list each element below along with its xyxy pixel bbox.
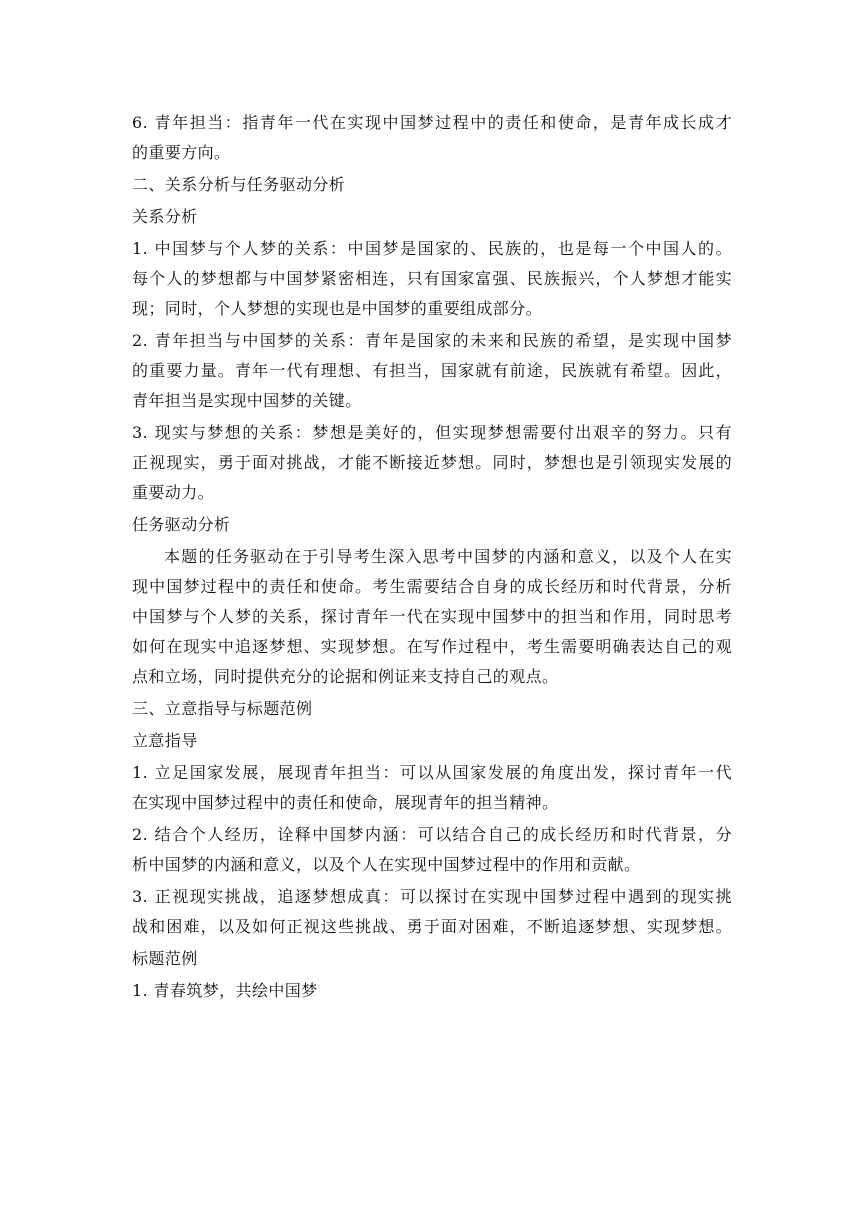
text-line: 重要动力。 xyxy=(132,483,215,502)
subsection-heading xyxy=(132,202,732,232)
text-line: 关系分析 xyxy=(132,207,198,226)
document-page xyxy=(132,108,732,1008)
text-line: 的重要力量。青年一代有理想、有担当，国家就有前途，民族就有希望。因此， xyxy=(132,361,732,380)
text-line: 1. 立足国家发展，展现青年担当：可以从国家发展的角度出发，探讨青年一代 xyxy=(132,763,732,782)
text-line: 任务驱动分析 xyxy=(132,515,231,534)
subsection-heading xyxy=(132,944,732,974)
text-line: 的重要方向。 xyxy=(132,143,231,162)
paragraph xyxy=(132,542,732,692)
text-line: 中国梦与个人梦的关系，探讨青年一代在实现中国梦中的担当和作用，同时思考 xyxy=(132,607,732,626)
paragraph xyxy=(132,326,732,416)
text-line: 二、关系分析与任务驱动分析 xyxy=(132,175,346,194)
text-line: 1. 中国梦与个人梦的关系：中国梦是国家的、民族的，也是每一个中国人的。 xyxy=(132,239,732,258)
text-line: 析中国梦的内涵和意义，以及个人在实现中国梦过程中的作用和贡献。 xyxy=(132,855,641,874)
text-line: 6. 青年担当：指青年一代在实现中国梦过程中的责任和使命，是青年成长成才 xyxy=(132,113,732,132)
text-line: 每个人的梦想都与中国梦紧密相连，只有国家富强、民族振兴，个人梦想才能实 xyxy=(132,269,732,288)
text-line: 1. 青春筑梦，共绘中国梦 xyxy=(132,981,318,1000)
text-line: 正视现实，勇于面对挑战，才能不断接近梦想。同时，梦想也是引领现实发展的 xyxy=(132,453,732,472)
subsection-heading xyxy=(132,726,732,756)
section-heading xyxy=(132,170,732,200)
text-line: 3. 正视现实挑战，追逐梦想成真：可以探讨在实现中国梦过程中遇到的现实挑 xyxy=(132,887,732,906)
subsection-heading xyxy=(132,510,732,540)
paragraph xyxy=(132,976,732,1006)
paragraph xyxy=(132,758,732,818)
text-line: 如何在现实中追逐梦想、实现梦想。在写作过程中，考生需要明确表达自己的观 xyxy=(132,637,732,656)
text-line: 战和困难，以及如何正视这些挑战、勇于面对困难，不断追逐梦想、实现梦想。 xyxy=(132,917,732,936)
text-line: 立意指导 xyxy=(132,731,198,750)
text-line: 现；同时，个人梦想的实现也是中国梦的重要组成部分。 xyxy=(132,299,543,318)
text-line: 在实现中国梦过程中的责任和使命，展现青年的担当精神。 xyxy=(132,793,559,812)
paragraph xyxy=(132,108,732,168)
paragraph xyxy=(132,418,732,508)
text-line: 标题范例 xyxy=(132,949,198,968)
text-line: 2. 结合个人经历，诠释中国梦内涵：可以结合自己的成长经历和时代背景，分 xyxy=(132,825,732,844)
text-line: 现中国梦过程中的责任和使命。考生需要结合自身的成长经历和时代背景，分析 xyxy=(132,577,732,596)
paragraph xyxy=(132,882,732,942)
paragraph xyxy=(132,820,732,880)
text-line: 2. 青年担当与中国梦的关系：青年是国家的未来和民族的希望，是实现中国梦 xyxy=(132,331,732,350)
text-line: 3. 现实与梦想的关系：梦想是美好的，但实现梦想需要付出艰辛的努力。只有 xyxy=(132,423,732,442)
text-line: 青年担当是实现中国梦的关键。 xyxy=(132,391,362,410)
section-heading xyxy=(132,694,732,724)
text-line: 三、立意指导与标题范例 xyxy=(132,699,313,718)
text-line: 点和立场，同时提供充分的论据和例证来支持自己的观点。 xyxy=(132,667,559,686)
text-line: 本题的任务驱动在于引导考生深入思考中国梦的内涵和意义，以及个人在实 xyxy=(164,547,732,566)
paragraph xyxy=(132,234,732,324)
